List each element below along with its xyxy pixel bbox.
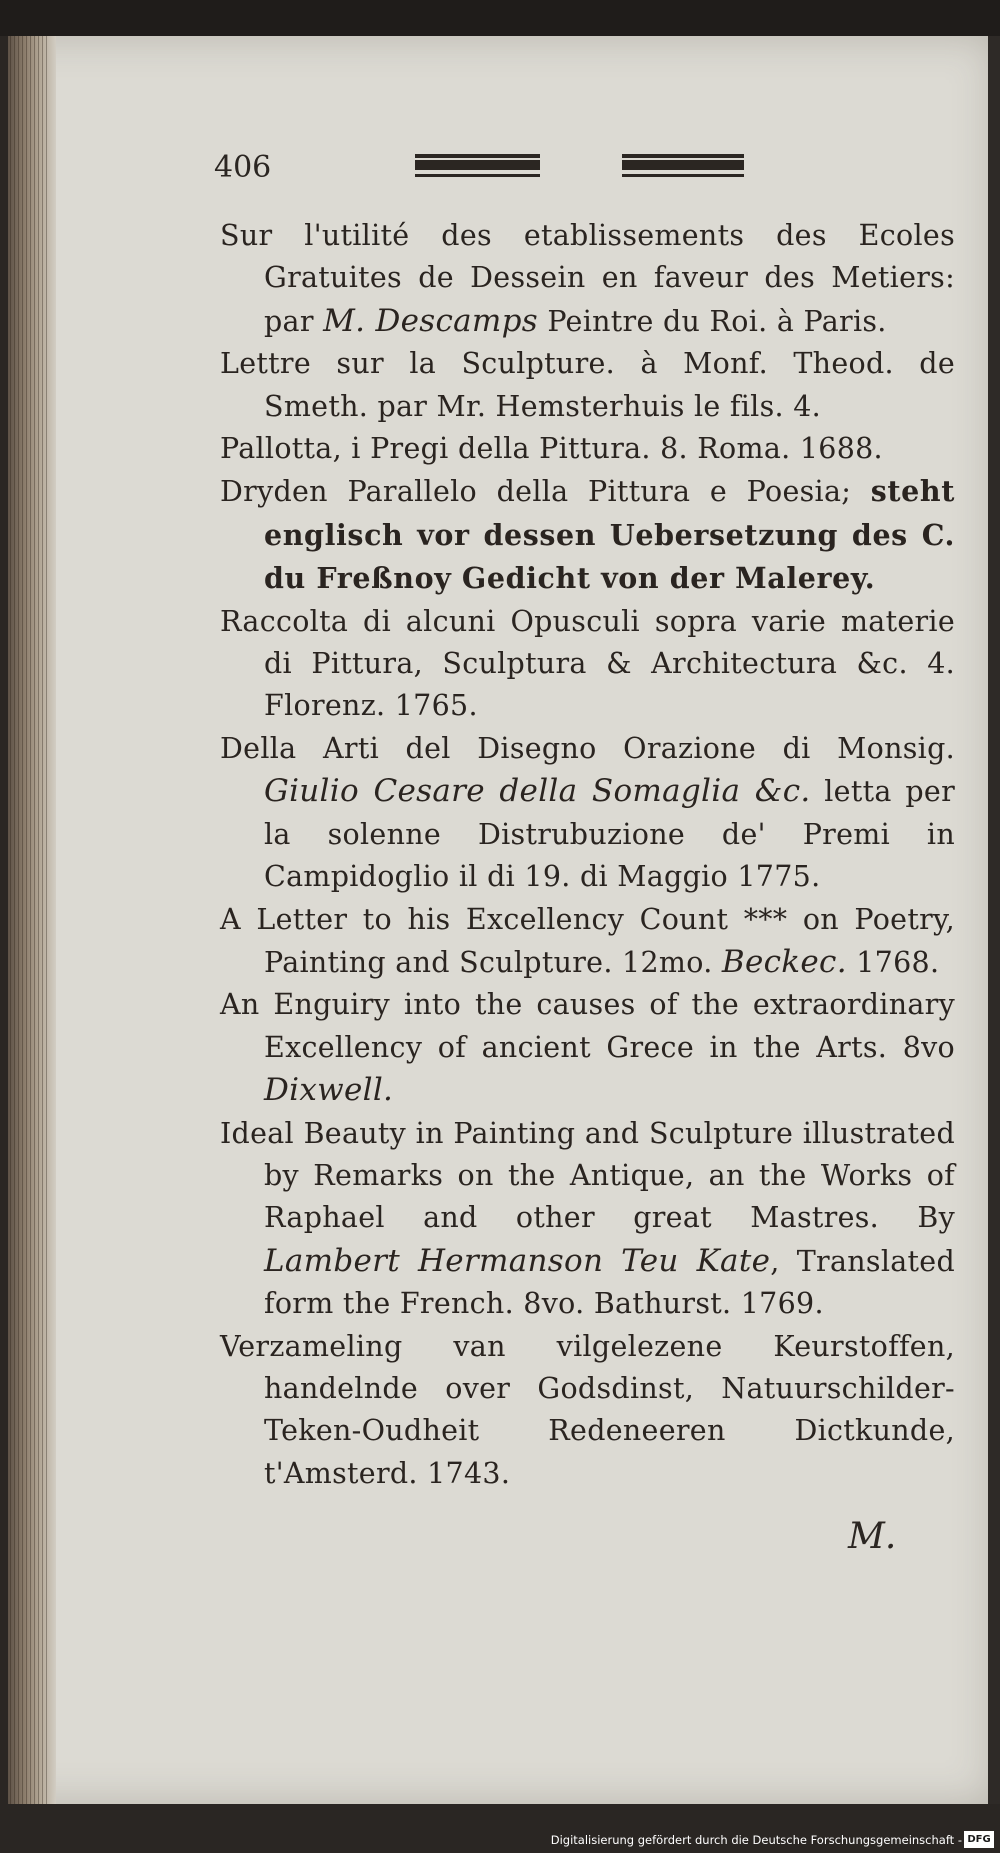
bibliography-entry	[220, 728, 955, 899]
bibliography-entry	[220, 899, 955, 985]
bibliography-entry	[220, 470, 955, 600]
bibliography-entry	[220, 601, 955, 728]
bibliography-entries	[220, 215, 955, 1495]
entry-text: , Translated form the French. 8vo. Bathurst. 1769.	[264, 1244, 955, 1321]
bibliography-entry	[220, 428, 955, 470]
page-edge-lines	[10, 36, 48, 1804]
entry-text: A Letter to his Excellency Count *** on Poetry, Painting and Sculpture. 12mo.	[220, 902, 955, 979]
catchword: M.	[848, 1516, 897, 1557]
entry-text: Raccolta di alcuni Opusculi sopra varie materie di Pittura, Sculptura & Architectura &c. 4. Florenz. 1765.	[220, 604, 955, 723]
entry-text: Dryden Parallelo della Pittura e Poesia;	[220, 475, 871, 509]
entry-italic-text: M. Descamps	[323, 302, 538, 339]
page-number: 406	[214, 150, 272, 185]
entry-italic-text: Dixwell.	[264, 1072, 394, 1109]
entry-text: An Enguiry into the causes of the extraordinary Excellency of ancient Grece in the Arts. 8vo	[220, 988, 955, 1064]
digitization-credit: Digitalisierung gefördert durch die Deutsche Forschungsgemeinschaft -	[550, 1833, 962, 1847]
entry-text: Peintre du Roi. à Paris.	[537, 304, 887, 338]
entry-text: Sur l'utilité des etablissements des Ecoles Gratuites de Dessein en faveur des Metiers: par	[220, 219, 955, 338]
entry-text: Della Arti del Disegno Orazione di Monsig.	[220, 731, 955, 765]
entry-text: letta per la solenne Distrubuzione de' Premi in Campidoglio il di 19. di Maggio 1775.	[264, 775, 955, 894]
bibliography-entry	[220, 1113, 955, 1326]
scan-right-border	[988, 36, 1000, 1804]
entry-italic-text: Lambert Hermanson Teu Kate	[264, 1242, 771, 1279]
entry-text: Ideal Beauty in Painting and Sculpture illustrated by Remarks on the Antique, an the Works of Raphael and other great Mastres. By	[220, 1116, 955, 1235]
bibliography-entry	[220, 1326, 955, 1496]
entry-text: Lettre sur la Sculpture. à Monf. Theod. de Smeth. par Mr. Hemsterhuis le fils. 4.	[220, 347, 955, 423]
entry-fraktur-text: steht englisch vor dessen Uebersetzung des C. du Freßnoy Gedicht von der Malerey.	[264, 474, 955, 596]
scan-top-border	[0, 0, 1000, 36]
header-ornament-right	[622, 154, 744, 188]
bibliography-entry	[220, 343, 955, 428]
entry-text: Pallotta, i Pregi della Pittura. 8. Roma. 1688.	[220, 432, 883, 466]
bibliography-entry	[220, 984, 955, 1112]
entry-text: 1768.	[846, 945, 940, 979]
entry-text: Verzameling van vilgelezene Keurstoffen, handelnde over Godsdinst, Natuurschilder-Teken-Oudheit Redeneeren Dictkunde, t'Amsterd. 1743.	[220, 1329, 955, 1490]
entry-italic-text: Beckec.	[721, 943, 847, 980]
dfg-logo: DFG	[964, 1831, 994, 1848]
entry-italic-text: Giulio Cesare della Somaglia &c.	[264, 773, 811, 810]
bibliography-entry	[220, 215, 955, 343]
header-ornament-left	[415, 154, 540, 188]
